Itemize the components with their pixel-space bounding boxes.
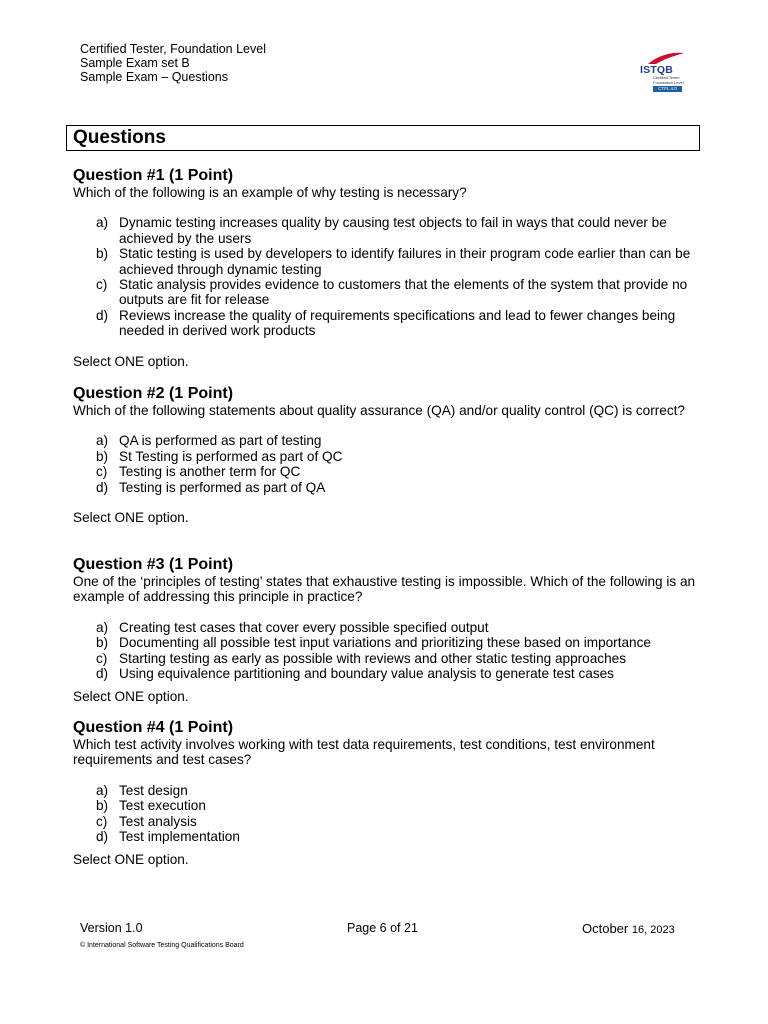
question-4: [73, 718, 703, 868]
question-text: Which of the following is an example of why testing is necessary?: [73, 185, 467, 200]
option-text: Test implementation: [119, 829, 240, 845]
option-letter: d): [96, 479, 109, 495]
option-item: [73, 783, 703, 798]
option-text: Starting testing as early as possible with reviews and other static testing approaches: [119, 650, 627, 666]
option-text: Testing is another term for QC: [119, 464, 301, 480]
option-letter: c): [96, 650, 108, 666]
option-item: [73, 480, 703, 495]
option-text: Testing is performed as part of QA: [119, 479, 326, 495]
option-letter: a): [96, 215, 109, 231]
logo-badge: CTFL 4.0: [653, 86, 682, 92]
option-text: St Testing is performed as part of QC: [119, 448, 343, 464]
footer-date: [582, 921, 675, 936]
header-line: Certified Tester, Foundation Level: [80, 42, 266, 56]
option-text: Test design: [119, 782, 188, 798]
header-line: Sample Exam set B: [80, 56, 190, 70]
select-instruction: Select ONE option.: [73, 353, 189, 369]
question-1: [73, 166, 703, 369]
header-line: Sample Exam – Questions: [80, 70, 228, 84]
question-3: [73, 555, 703, 705]
option-item: [73, 277, 703, 308]
option-text: Test analysis: [119, 813, 197, 829]
option-item: [73, 620, 703, 635]
logo-name: ISTQB: [640, 64, 674, 76]
option-text: Using equivalence partitioning and boundary value analysis to generate test cases: [119, 666, 614, 682]
option-text: Static testing is used by developers to identify failures in their program code earlier than can be achieved through dynamic testing: [119, 246, 691, 277]
question-2: [73, 384, 703, 525]
option-list: [73, 433, 703, 495]
select-instruction: Select ONE option.: [73, 852, 189, 868]
option-item: [73, 635, 703, 650]
footer-page-number: Page 6 of 21: [347, 921, 418, 935]
option-list: [73, 215, 703, 338]
option-item: [73, 814, 703, 829]
option-text: Documenting all possible test input variations and prioritizing these based on importance: [119, 635, 651, 651]
option-text: Dynamic testing increases quality by causing test objects to fail in ways that could never be achieved by the users: [119, 215, 667, 246]
footer-copyright: © International Software Testing Qualifications Board: [80, 942, 244, 949]
option-text: Reviews increase the quality of requirements specifications and lead to fewer changes being needed in derived work products: [119, 307, 676, 339]
option-letter: b): [96, 448, 109, 464]
option-letter: b): [96, 798, 109, 814]
footer-date-day: 16, 2023: [631, 924, 675, 936]
question-title: Question #3 (1 Point): [73, 556, 234, 573]
option-letter: d): [96, 829, 109, 845]
question-text: Which test activity involves working with test data requirements, test conditions, test environment requirements and test cases?: [73, 737, 655, 768]
option-letter: b): [96, 246, 109, 262]
document-header: [80, 42, 266, 84]
option-item: [73, 666, 703, 681]
option-text: QA is performed as part of testing: [119, 433, 322, 449]
question-title: Question #1 (1 Point): [73, 167, 234, 184]
option-letter: c): [96, 464, 108, 480]
option-letter: a): [96, 619, 109, 635]
select-instruction: Select ONE option.: [73, 510, 189, 526]
select-instruction: Select ONE option.: [73, 689, 189, 705]
question-title: Question #4 (1 Point): [73, 719, 234, 736]
option-item: [73, 215, 703, 246]
option-list: [73, 783, 703, 845]
option-letter: d): [96, 666, 109, 682]
footer-version: Version 1.0: [80, 921, 143, 935]
option-text: Static analysis provides evidence to customers that the elements of the system that provide no outputs are fit for release: [119, 277, 688, 308]
question-text: Which of the following statements about quality assurance (QA) and/or quality control (QC) is correct?: [73, 403, 685, 418]
section-title: Questions: [73, 127, 166, 148]
option-item: [73, 449, 703, 464]
option-letter: a): [96, 782, 109, 798]
option-item: [73, 829, 703, 844]
option-letter: a): [96, 433, 109, 449]
question-text: One of the ‘principles of testing’ states that exhaustive testing is impossible. Which of the following is an example of addressing this principle in practice?: [73, 574, 696, 605]
option-list: [73, 620, 703, 682]
footer-date-month: October: [582, 921, 629, 936]
option-letter: c): [96, 277, 108, 293]
section-heading-box: [66, 125, 700, 151]
option-item: [73, 246, 703, 277]
option-letter: c): [96, 813, 108, 829]
istqb-logo: [640, 50, 686, 96]
option-item: [73, 308, 703, 339]
option-item: [73, 464, 703, 479]
option-item: [73, 798, 703, 813]
logo-subtitle: Certified Tester Foundation Level: [653, 75, 684, 85]
option-text: Creating test cases that cover every possible specified output: [119, 619, 489, 635]
option-letter: b): [96, 635, 109, 651]
option-item: [73, 433, 703, 448]
option-letter: d): [96, 307, 109, 323]
question-title: Question #2 (1 Point): [73, 385, 234, 402]
option-item: [73, 651, 703, 666]
option-text: Test execution: [119, 798, 206, 814]
